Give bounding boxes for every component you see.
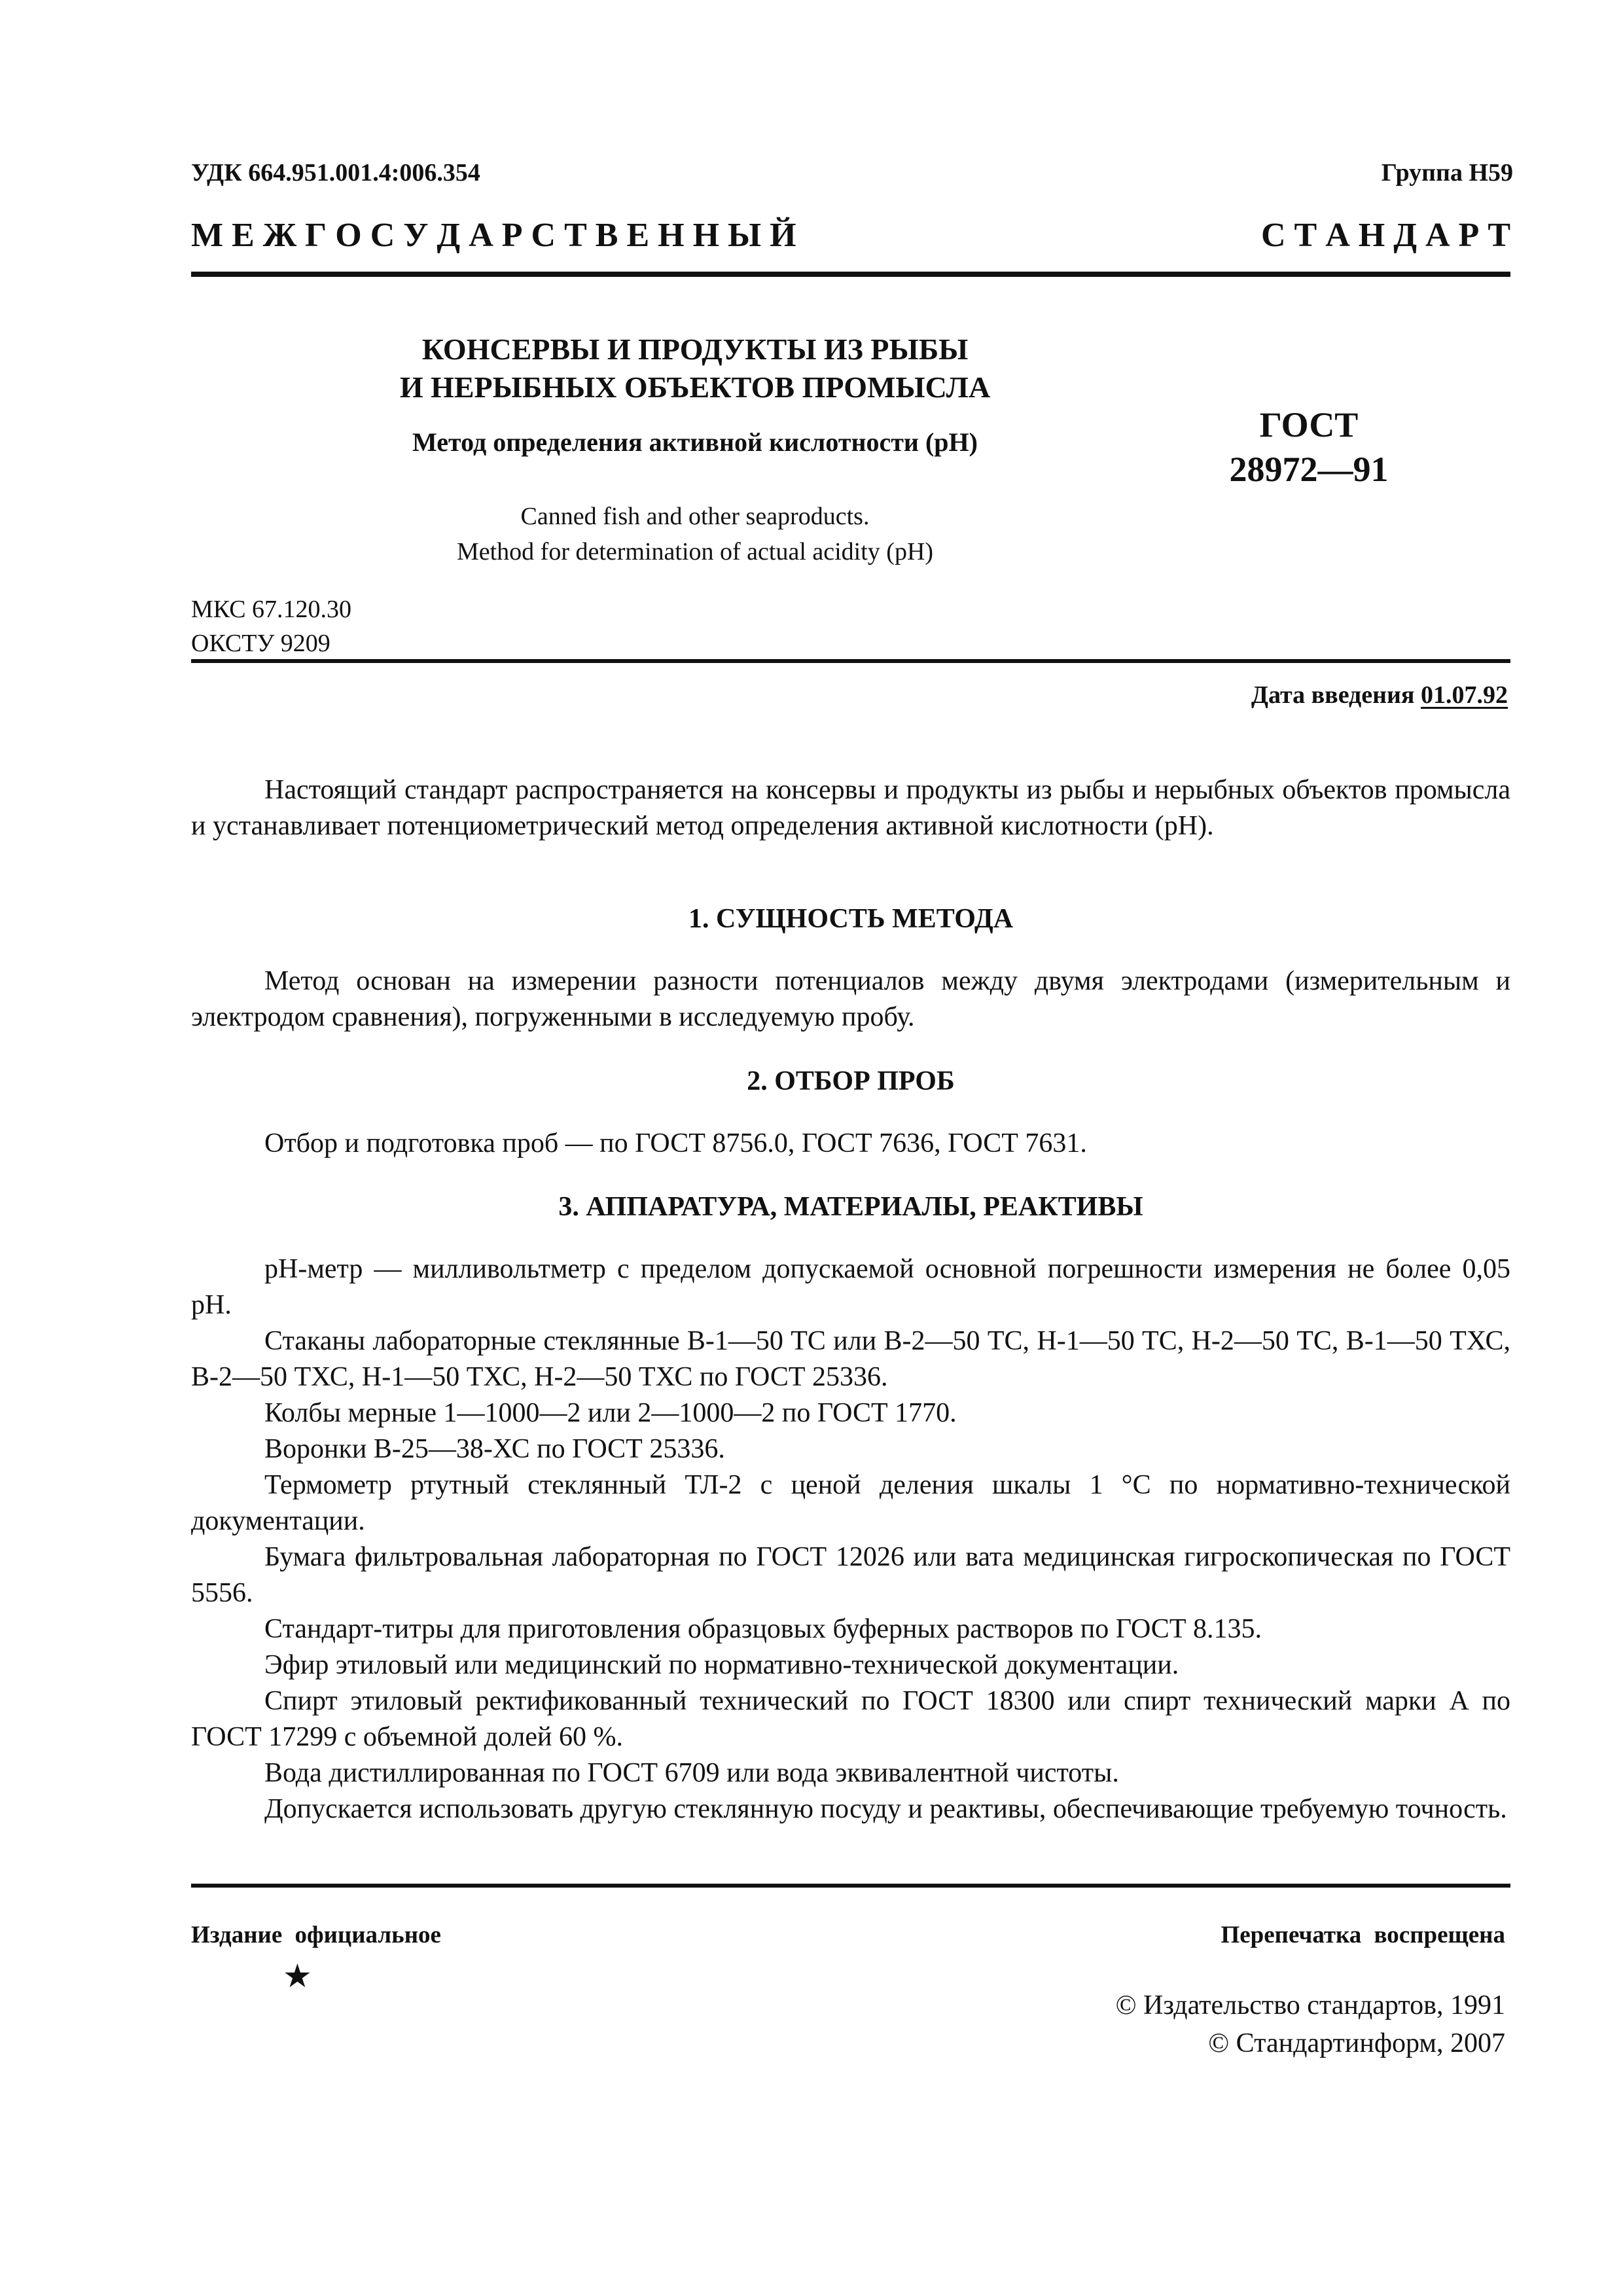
- intro-text: Настоящий стандарт распространяется на консервы и продукты из рыбы и нерыбных объектов промысла и устанавливает потенциометрический метод определения активной кислотности (pH).: [191, 775, 1510, 841]
- banner-word-standard: С Т А Н Д А Р Т: [1260, 217, 1510, 254]
- date-value: 01.07.92: [1421, 681, 1508, 709]
- okstu-code: ОКСТУ 9209: [191, 630, 330, 657]
- english-title: [191, 499, 1199, 569]
- standard-banner: [191, 216, 1510, 255]
- group-code: Группа Н59: [1381, 159, 1513, 187]
- equipment-list: [191, 1251, 1510, 1827]
- title-line-2: И НЕРЫБНЫХ ОБЪЕКТОВ ПРОМЫСЛА: [399, 370, 991, 404]
- copyright-line-1: © Издательство стандартов, 1991: [1115, 1990, 1505, 2020]
- gost-designation: [1171, 403, 1446, 492]
- header-rule: [191, 272, 1510, 277]
- banner-word-interstate: М Е Ж Г О С У Д А Р С Т В Е Н Н Ы Й: [191, 217, 796, 254]
- english-title-line-1: Canned fish and other seaproducts.: [520, 503, 870, 530]
- official-edition-label: Издание официальное: [191, 1922, 441, 1948]
- copyright-line-2: © Стандартинформ, 2007: [1208, 2028, 1505, 2058]
- section-1-body: [191, 963, 1510, 1035]
- equipment-item: pH-метр — милливольтметр с пределом допускаемой основной погрешности измерения не более 0,05 pH.: [191, 1254, 1510, 1320]
- equipment-item: Эфир этиловый или медицинский по нормативно-технической документации.: [264, 1650, 1179, 1680]
- intro-paragraph: [191, 772, 1510, 844]
- footer-rule: [191, 1884, 1510, 1888]
- section-2-title: 2. ОТБОР ПРОБ: [747, 1066, 955, 1096]
- gost-number: 28972—91: [1229, 450, 1389, 489]
- english-title-line-2: Method for determination of actual acidity (pH): [456, 538, 934, 565]
- title-line-1: КОНСЕРВЫ И ПРОДУКТЫ ИЗ РЫБЫ: [421, 332, 969, 366]
- equipment-item: Воронки В-25—38-ХС по ГОСТ 25336.: [264, 1434, 725, 1464]
- mks-code: МКС 67.120.30: [191, 596, 352, 623]
- classification-codes: [191, 592, 351, 660]
- section-2-body: [191, 1126, 1510, 1162]
- reprint-prohibited-label: Перепечатка воспрещена: [1221, 1922, 1505, 1948]
- udk-code: УДК 664.951.001.4:006.354: [191, 159, 480, 187]
- document-title: [191, 331, 1199, 406]
- star-icon: ★: [283, 1958, 312, 1994]
- gost-label: ГОСТ: [1259, 405, 1359, 444]
- section-3-title: 3. АППАРАТУРА, МАТЕРИАЛЫ, РЕАКТИВЫ: [558, 1192, 1143, 1222]
- equipment-item: Вода дистиллированная по ГОСТ 6709 или вода эквивалентной чистоты.: [264, 1758, 1119, 1788]
- equipment-item: Допускается использовать другую стеклянную посуду и реактивы, обеспечивающие требуемую точность.: [264, 1794, 1507, 1824]
- equipment-item: Стаканы лабораторные стеклянные В-1—50 ТС или В-2—50 ТС, Н-1—50 ТС, Н-2—50 ТС, В-1—50 ТХС, В-2—50 ТХС, Н-1—50 ТХС, Н-2—50 ТХС по ГОСТ 25336.: [191, 1326, 1510, 1392]
- section-1-text: Метод основан на измерении разности потенциалов между двумя электродами (измерительным и электродом сравнения), погруженными в исследуемую пробу.: [191, 966, 1510, 1032]
- equipment-item: Спирт этиловый ректификованный технический по ГОСТ 18300 или спирт технический марки А по ГОСТ 17299 с объемной долей 60 %.: [191, 1686, 1510, 1752]
- equipment-item: Колбы мерные 1—1000—2 или 2—1000—2 по ГОСТ 1770.: [264, 1398, 957, 1428]
- date-label: Дата введения: [1251, 681, 1415, 709]
- section-2-text: Отбор и подготовка проб — по ГОСТ 8756.0, ГОСТ 7636, ГОСТ 7631.: [264, 1128, 1087, 1158]
- equipment-item: Термометр ртутный стеклянный ТЛ-2 с ценой деления шкалы 1 °С по нормативно-технической документации.: [191, 1470, 1510, 1536]
- section-1-title: 1. СУЩНОСТЬ МЕТОДА: [688, 904, 1014, 934]
- equipment-item: Стандарт-титры для приготовления образцовых буферных растворов по ГОСТ 8.135.: [264, 1614, 1262, 1644]
- equipment-item: Бумага фильтровальная лабораторная по ГОСТ 12026 или вата медицинская гигроскопическая по ГОСТ 5556.: [191, 1542, 1510, 1608]
- introduction-date: [1251, 681, 1508, 709]
- document-subtitle: Метод определения активной кислотности (pH): [412, 427, 978, 457]
- codes-rule: [191, 659, 1510, 663]
